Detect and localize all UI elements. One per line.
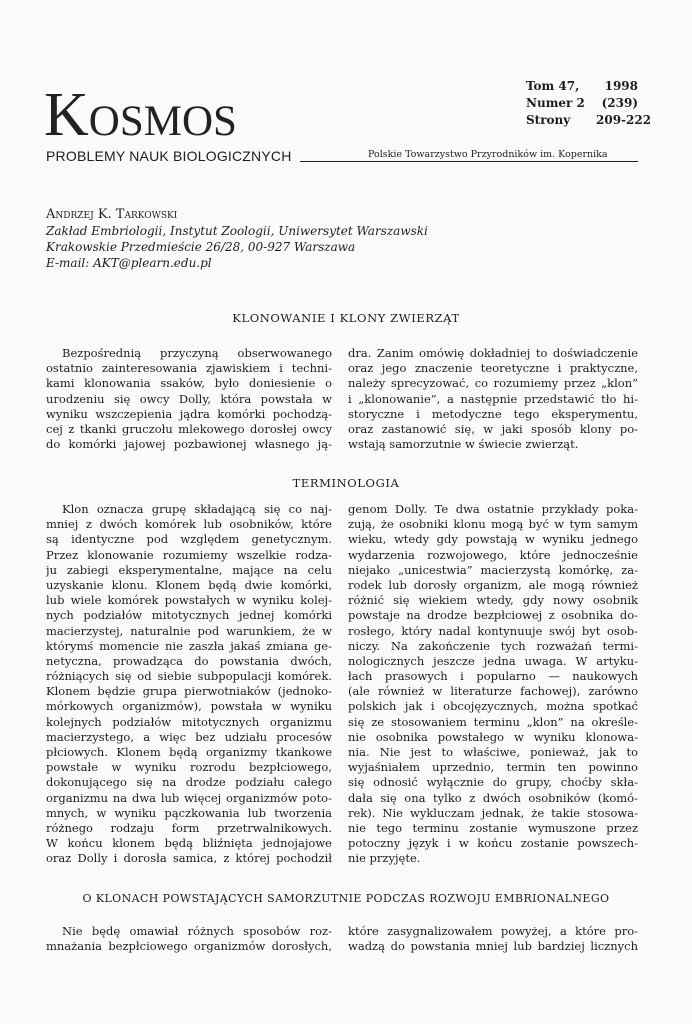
section1-left-column (46, 502, 332, 867)
text-line: lub wiele komórek powstałych w wyniku kolej- (46, 593, 332, 608)
volume-value: 1998 (604, 79, 638, 93)
journal-logo: Kosmos (44, 81, 237, 149)
text-line: się ze stosowaniem terminu „klon” na określe- (348, 714, 638, 729)
text-line: Klonem będzie grupa pierwotniaków (jednoko- (46, 684, 332, 699)
text-line: zują, że osobniki klonu mogą być w tym samym (348, 517, 638, 532)
text-line: mniej z dwóch komórek lub osobników, które (46, 517, 332, 532)
section-heading-spontaneous-clones: O KLONACH POWSTAJĄCYCH SAMORZUTNIE PODCZAS ROZWOJU EMBRIONALNEGO (82, 892, 610, 905)
text-line: mórkowych organizmów), powstała w wyniku (46, 699, 332, 714)
text-line: Bezpośrednią przyczyną obserwowanego (62, 346, 332, 360)
society-name: Polskie Towarzystwo Przyrodników im. Kopernika (368, 149, 608, 160)
text-line: nie osobnika powstałego w wyniku klonowa- (348, 729, 638, 744)
text-line: Przez klonowanie rozumiemy wszelkie rodza- (46, 547, 332, 562)
text-line: organizmu na dwa lub więcej organizmów poto- (46, 790, 332, 805)
text-line: którymś momencie nie zaszła jakaś zmiana ge- (46, 638, 332, 653)
author-email: E-mail: AKT@plearn.edu.pl (46, 256, 212, 270)
text-line: ju zabiegi eksperymentalne, mające na celu (46, 562, 332, 577)
text-line: wydarzenia rozwojowego, które jednocześnie (348, 547, 638, 562)
text-line: wyniku wszczepienia jądra komórki pochodzą- (46, 406, 332, 421)
text-line: W końcu klonem będą bliźnięta jednojajowe (46, 836, 332, 851)
article-title: KLONOWANIE I KLONY ZWIERZĄT (232, 311, 460, 325)
text-line: mnażania bezpłciowego organizmów dorosłych, (46, 939, 332, 954)
text-line: Klon oznacza grupę składającą się co naj- (62, 502, 332, 516)
text-line: dokonującego się na drodze podziału całego (46, 775, 332, 790)
number-value: (239) (601, 96, 638, 110)
text-line: macierzystego, a więc bez udziału procesów (46, 729, 332, 744)
intro-right-column (348, 346, 638, 452)
text-line: uzyskanie klonu. Klonem będą dwie komórki, (46, 577, 332, 592)
pages-label: Strony (526, 113, 571, 127)
text-line: dra. Zanim omówię dokładniej to doświadczenie (348, 346, 638, 360)
text-line: różnego rodzaju form przetrwalnikowych. (46, 820, 332, 835)
author-address: Krakowskie Przedmieście 26/28, 00-927 Warszawa (46, 240, 356, 254)
text-line: nie tego terminu zostanie wymuszone przez (348, 820, 638, 835)
section-heading-terminologia: TERMINOLOGIA (292, 476, 400, 490)
text-line: kolejnych podziałów mitotycznych organizmu (46, 714, 332, 729)
text-line: polskich jak i obcojęzycznych, można spotkać (348, 699, 638, 714)
header-divider (300, 161, 638, 162)
text-line: ostatnio zainteresowania zjawiskiem i techni- (46, 361, 332, 376)
text-line: genom Dolly. Te dwa ostatnie przykłady poka- (348, 502, 638, 516)
text-line: wyjaśniałem uprzednio, termin ten powinno (348, 760, 638, 775)
text-line: (ale również w literaturze fachowej), zarówno (348, 684, 638, 699)
author-affiliation: Zakład Embriologii, Instytut Zoologii, Uniwersytet Warszawski (46, 224, 428, 238)
text-line: różnić się wiekiem wtedy, gdy nowy osobnik (348, 593, 638, 608)
text-line: storyczne i metodyczne tego eksperymentu, (348, 406, 638, 421)
text-line: należy sprecyzować, co rozumiemy przez „klon” (348, 376, 638, 391)
text-line: się odnosić wyłącznie do grupy, choćby skła- (348, 775, 638, 790)
text-line: oraz Dolly i dorosła samica, z której pochodził (46, 851, 332, 866)
text-line: netyczna, prowadząca do powstania dwóch, (46, 653, 332, 668)
text-line: rodek lub dorosły organizm, ale mogą również (348, 577, 638, 592)
text-line: kami klonowania ssaków, było doniesienie o (46, 376, 332, 391)
text-line: powstaje na drodze bezpłciowej z osobnika do- (348, 608, 638, 623)
text-line: oraz jego znaczenie teoretyczne i praktyczne, (348, 361, 638, 376)
journal-subtitle: PROBLEMY NAUK BIOLOGICZNYCH (46, 148, 292, 164)
text-line: rek). Nie wykluczam jednak, że takie stosowa- (348, 805, 638, 820)
text-line: do komórki jajowej pozbawionej własnego ją- (46, 437, 332, 452)
text-line: niejako „unicestwia” macierzystą komórkę, za- (348, 562, 638, 577)
text-line: wieku, wtedy gdy powstają w wyniku jednego (348, 532, 638, 547)
intro-left-column (46, 346, 332, 452)
text-line: potoczny język i w końcu zostanie powszech- (348, 836, 638, 851)
text-line: rosłego, który nadal kontynuuje swój byt osob- (348, 623, 638, 638)
text-line: są identyczne pod względem genetycznym. (46, 532, 332, 547)
text-line: urodzeniu się owcy Dolly, która powstała w (46, 391, 332, 406)
text-line: dała się ona tylko z dwóch osobników (komó- (348, 790, 638, 805)
text-line: oraz zastanowić się, w jaki sposób klony po- (348, 421, 638, 436)
section2-left-column (46, 924, 332, 954)
text-line: nie przyjęte. (348, 851, 421, 866)
section1-right-column (348, 502, 638, 867)
text-line: różniących się od siebie subpopulacji komórek. (46, 669, 332, 684)
issue-meta-values (596, 78, 652, 129)
text-line: Nie będę omawiał różnych sposobów roz- (62, 924, 332, 938)
text-line: które zasygnalizowałem powyżej, a które pro- (348, 924, 638, 938)
author-name: Andrzej K. Tarkowski (46, 207, 178, 222)
text-line: wadzą do powstania mniej lub bardziej licznych (348, 939, 638, 954)
text-line: nia. Nie jest to właściwe, ponieważ, jak to (348, 745, 638, 759)
text-line: cej z tkanki gruczołu mlekowego dorosłej owcy (46, 421, 332, 436)
text-line: niczy. Na zakończenie tych rozważań termi- (348, 638, 638, 653)
text-line: powstałe w wyniku rozrodu bezpłciowego, (46, 760, 332, 775)
text-line: nologicznych jeszcze jedna uwaga. W artyku- (348, 653, 638, 668)
section2-right-column (348, 924, 638, 954)
text-line: i „klonowanie”, a następnie przedstawić tło hi- (348, 391, 638, 406)
text-line: wstają samorzutnie w świecie zwierząt. (348, 437, 579, 452)
text-line: macierzystej, naturalnie pod warunkiem, że w (46, 623, 332, 638)
text-line: płciowych. Klonem będą organizmy tkankowe (46, 745, 332, 759)
text-line: mnych, w wyniku pączkowania lub tworzenia (46, 805, 332, 820)
text-line: nych podziałów mitotycznych jednej komórki (46, 608, 332, 623)
issue-meta-labels (526, 78, 585, 129)
number-label: Numer 2 (526, 96, 585, 110)
pages-value: 209-222 (596, 113, 652, 127)
volume-label: Tom 47, (526, 79, 580, 93)
text-line: łach prasowych i popularno — naukowych (348, 669, 638, 684)
